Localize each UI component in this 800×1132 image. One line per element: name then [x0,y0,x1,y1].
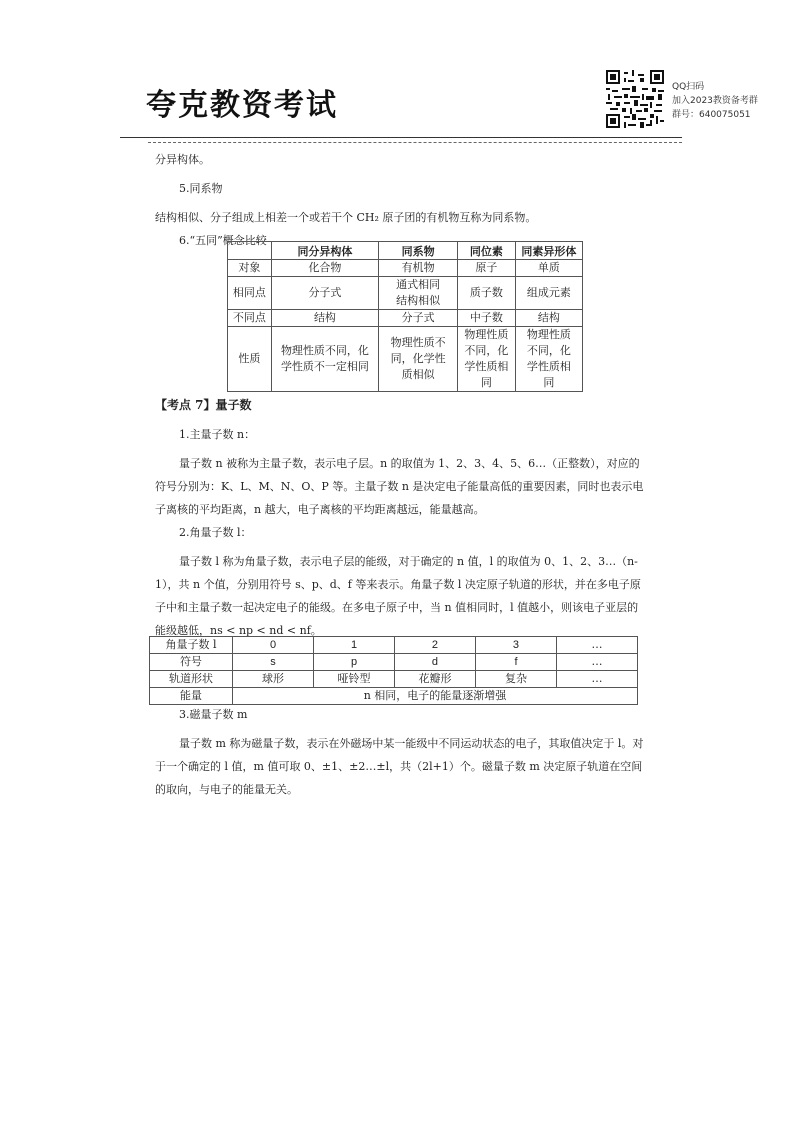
table-cell: 1 [314,637,395,654]
table-cell: n 相同，电子的能量逐渐增强 [233,688,638,705]
table-header-row [228,242,583,260]
q2-title: 2.角量子数 l： [179,526,252,539]
table-row [150,688,638,705]
table-cell: 轨道形状 [150,671,233,688]
table-cell: 符号 [150,654,233,671]
table-header-cell: 同位素 [458,242,516,260]
angular-quantum-table [149,636,638,705]
brand-logo: 夸克教资考试 [146,88,338,123]
table-cell: 球形 [233,671,314,688]
section-6-title: 6.“五同”概念比较 [179,234,267,247]
table-cell: 通式相同结构相似 [379,277,458,310]
section-k7-title: 【考点 7】量子数 [155,398,252,412]
table-row [150,671,638,688]
table-row [228,277,583,310]
table-cell: 3 [475,637,556,654]
q1-text: 量子数 n 被称为主量子数，表示电子层。n 的取值为 1、2、3、4、5、6…（正整数），对应的符号分别为：K、L、M、N、O、P 等。主量子数 n 是决定电子能量高低的重要因素，同时也表示电子离核的平均距离，n 越大，电子离核的平均距离越远，能量越高。 [155,457,644,516]
table-cell: 0 [233,637,314,654]
table-cell: 对象 [228,260,272,277]
table-cell: d [395,654,476,671]
table-cell: 物理性质不同，化学性质相同 [458,327,516,392]
table-cell: 有机物 [379,260,458,277]
table-header-cell: 同素异形体 [515,242,582,260]
table-cell: 花瓣形 [395,671,476,688]
table-cell: 不同点 [228,310,272,327]
qr-code-icon [606,70,664,128]
q3-title: 3.磁量子数 m [179,708,248,721]
table-row [150,654,638,671]
qr-caption-line2: 加入2023教资备考群 [672,96,758,106]
table-cell: 化合物 [271,260,378,277]
table-cell: 哑铃型 [314,671,395,688]
table-cell: 结构 [271,310,378,327]
table-header-cell [228,242,272,260]
table-cell: … [556,637,637,654]
table-cell: … [556,671,637,688]
document-body [155,148,647,252]
table-cell: 性质 [228,327,272,392]
table-row [228,260,583,277]
table-cell: 2 [395,637,476,654]
header-dashed-divider [148,142,682,143]
table-header-cell: 同分异构体 [271,242,378,260]
section-5-title: 5.同系物 [179,182,223,195]
table-cell: f [475,654,556,671]
qr-caption [672,80,758,122]
table-cell: 角量子数 l [150,637,233,654]
magnetic-quantum-section [155,703,647,801]
table-cell: p [314,654,395,671]
quantum-numbers-section [155,394,647,642]
q3-text: 量子数 m 称为磁量子数，表示在外磁场中某一能级中不同运动状态的电子，其取值决定于 l。对于一个确定的 l 值，m 值可取 0、±1、±2…±l，共（2l+1）个。磁量子数 m 决定原子轨道在空间的取向，与电子的能量无关。 [155,737,644,796]
five-same-comparison-table [227,241,583,392]
header-divider [120,137,682,138]
table-row [228,327,583,392]
table-cell: 分子式 [271,277,378,310]
table-cell: 物理性质不同，化学性质相似 [379,327,458,392]
table-cell: 原子 [458,260,516,277]
table-cell: 结构 [515,310,582,327]
table-cell: 中子数 [458,310,516,327]
table-header-cell: 同系物 [379,242,458,260]
continued-text: 分异构体。 [155,153,210,166]
table-cell: … [556,654,637,671]
table-cell: 单质 [515,260,582,277]
table-row [150,637,638,654]
table-cell: 相同点 [228,277,272,310]
qr-caption-line3: 群号：640075051 [672,110,751,120]
table-cell: 复杂 [475,671,556,688]
table-cell: 分子式 [379,310,458,327]
section-5-text: 结构相似、分子组成上相差一个或若干个 CH₂ 原子团的有机物互称为同系物。 [155,211,537,224]
table-cell: 能量 [150,688,233,705]
table-row [228,310,583,327]
table-cell: s [233,654,314,671]
table-cell: 质子数 [458,277,516,310]
qr-caption-line1: QQ扫码 [672,82,705,92]
table-cell: 物理性质不同，化学性质不一定相同 [271,327,378,392]
q1-title: 1.主量子数 n： [179,428,256,441]
q2-text: 量子数 l 称为角量子数，表示电子层的能级，对于确定的 n 值，l 的取值为 0、1、2、3…（n-1），共 n 个值，分别用符号 s、p、d、f 等来表示。角量子数 l 决定原子轨道的形状，并在多电子原子中和主量子数一起决定电子的能级。在多电子原子中，当 n 值相同时，l 值越小，则该电子亚层的能级越低，ns < np < nd < nf。 [155,555,641,637]
table-cell: 组成元素 [515,277,582,310]
table-cell: 物理性质不同，化学性质相同 [515,327,582,392]
